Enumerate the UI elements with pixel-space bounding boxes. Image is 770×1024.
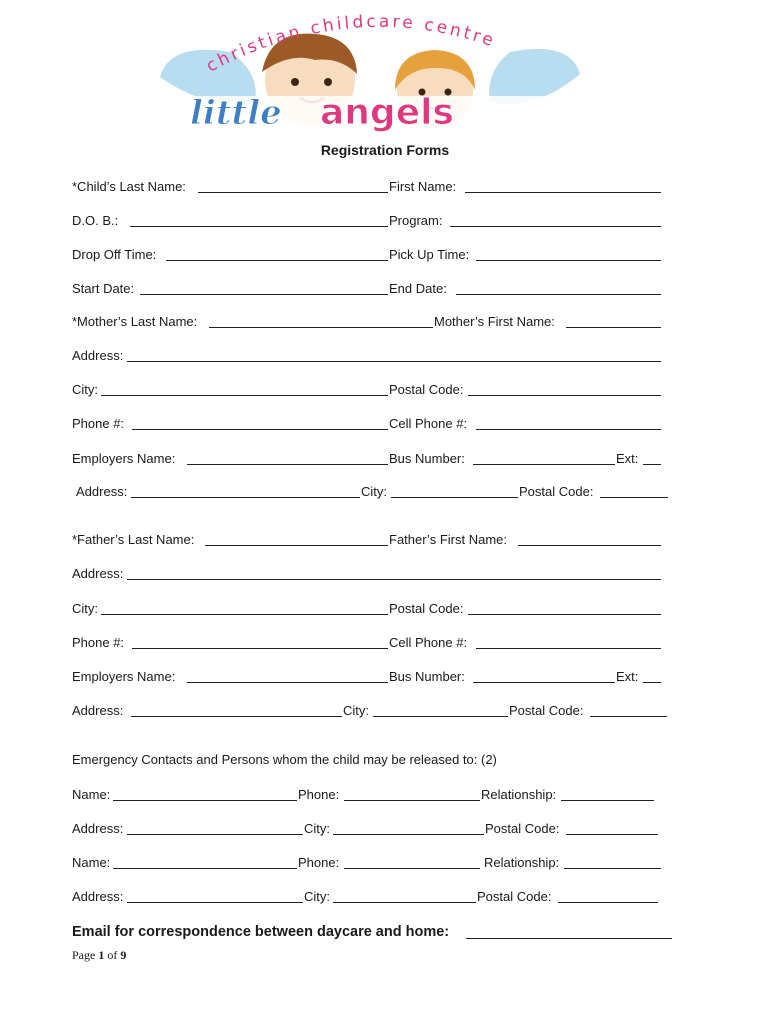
father-employer-address-row [0, 702, 770, 720]
mother-ext-label: Ext: [616, 451, 639, 466]
father-phone-field[interactable] [132, 648, 388, 649]
mother-employer-address-field[interactable] [131, 497, 360, 498]
father-address-row [0, 565, 770, 583]
father-phone-row [0, 634, 770, 652]
father-ext-field[interactable] [643, 682, 661, 683]
emergency-1-phone-label: Phone: [298, 787, 340, 802]
child-first-name-field[interactable] [465, 192, 661, 193]
start-date-label: Start Date: [72, 281, 135, 296]
mother-phone-row [0, 415, 770, 433]
father-cell-label: Cell Phone #: [389, 635, 468, 650]
emergency-2-name-row [0, 854, 770, 872]
page-word: Page [72, 948, 96, 962]
emergency-2-postal-field[interactable] [558, 902, 658, 903]
emergency-2-address-label: Address: [72, 889, 124, 904]
emergency-2-phone-field[interactable] [344, 868, 480, 869]
child-last-name-field[interactable] [198, 192, 388, 193]
logo-word-little: little [190, 93, 282, 132]
emergency-heading: Emergency Contacts and Persons whom the child may be released to: (2) [72, 752, 497, 767]
emergency-2-city-field[interactable] [333, 902, 476, 903]
mother-employer-label: Employers Name: [72, 451, 176, 466]
logo-arc-text: christian childcare centre [203, 12, 499, 77]
father-first-name-field[interactable] [518, 545, 661, 546]
child-name-row [0, 178, 770, 196]
right-wing [489, 49, 580, 104]
father-last-name-label: *Father’s Last Name: [72, 532, 195, 547]
end-date-label: End Date: [389, 281, 447, 296]
emergency-1-city-label: City: [304, 821, 330, 836]
child-first-name-label: First Name: [389, 179, 457, 194]
father-ext-label: Ext: [616, 669, 639, 684]
emergency-2-phone-label: Phone: [298, 855, 340, 870]
dob-field[interactable] [130, 226, 388, 227]
father-postal-label: Postal Code: [389, 601, 464, 616]
emergency-1-city-field[interactable] [333, 834, 484, 835]
of-word: of [107, 948, 118, 962]
father-employer-address-label: Address: [72, 703, 124, 718]
mother-last-name-field[interactable] [209, 327, 433, 328]
father-last-name-field[interactable] [205, 545, 388, 546]
drop-off-field[interactable] [166, 260, 388, 261]
mother-bus-field[interactable] [473, 464, 615, 465]
mother-cell-field[interactable] [476, 429, 661, 430]
father-city-row [0, 600, 770, 618]
father-employer-city-label: City: [343, 703, 369, 718]
emergency-1-phone-field[interactable] [344, 800, 480, 801]
mother-employer-row [0, 450, 770, 468]
page-total: 9 [120, 948, 127, 962]
emergency-2-name-field[interactable] [113, 868, 297, 869]
emergency-2-relationship-label: Relationship: [484, 855, 560, 870]
pick-up-field[interactable] [476, 260, 661, 261]
child-dates-row [0, 280, 770, 298]
little-angels-logo [150, 12, 590, 132]
emergency-1-address-row [0, 820, 770, 838]
mother-phone-field[interactable] [132, 429, 388, 430]
mother-address-field[interactable] [127, 361, 661, 362]
mother-employer-address-row [0, 483, 770, 501]
father-employer-row [0, 668, 770, 686]
father-cell-field[interactable] [476, 648, 661, 649]
dob-label: D.O. B.: [72, 213, 119, 228]
emergency-2-postal-label: Postal Code: [477, 889, 552, 904]
mother-employer-field[interactable] [187, 464, 388, 465]
program-label: Program: [389, 213, 443, 228]
emergency-heading-row [0, 751, 770, 769]
drop-off-label: Drop Off Time: [72, 247, 157, 262]
father-city-field[interactable] [101, 614, 388, 615]
child-last-name-label: *Child’s Last Name: [72, 179, 186, 194]
mother-address-label: Address: [72, 348, 124, 363]
mother-last-name-label: *Mother’s Last Name: [72, 314, 198, 329]
emergency-2-relationship-field[interactable] [564, 868, 661, 869]
mother-first-name-label: Mother’s First Name: [434, 314, 555, 329]
page-title: Registration Forms [320, 142, 450, 158]
mother-city-row [0, 381, 770, 399]
emergency-2-address-field[interactable] [127, 902, 303, 903]
program-field[interactable] [450, 226, 661, 227]
mother-first-name-field[interactable] [566, 327, 661, 328]
mother-city-field[interactable] [101, 395, 388, 396]
email-label: Email for correspondence between daycare and home: [72, 924, 450, 940]
mother-ext-field[interactable] [643, 464, 661, 465]
father-phone-label: Phone #: [72, 635, 125, 650]
mother-city-label: City: [72, 382, 98, 397]
father-first-name-label: Father’s First Name: [389, 532, 507, 547]
child-dob-row [0, 212, 770, 230]
emergency-1-address-field[interactable] [127, 834, 303, 835]
emergency-2-address-row [0, 888, 770, 906]
emergency-1-relationship-field[interactable] [561, 800, 654, 801]
emergency-1-name-field[interactable] [113, 800, 297, 801]
child-times-row [0, 246, 770, 264]
father-employer-city-field[interactable] [373, 716, 508, 717]
father-name-row [0, 531, 770, 549]
father-address-label: Address: [72, 566, 124, 581]
mother-address-row [0, 347, 770, 365]
start-date-field[interactable] [140, 294, 388, 295]
end-date-field[interactable] [456, 294, 661, 295]
father-employer-postal-field[interactable] [590, 716, 667, 717]
email-field[interactable] [466, 938, 672, 939]
emergency-1-name-row [0, 786, 770, 804]
emergency-1-name-label: Name: [72, 787, 111, 802]
father-city-label: City: [72, 601, 98, 616]
mother-employer-city-field[interactable] [391, 497, 518, 498]
page-footer [72, 948, 126, 963]
emergency-2-city-label: City: [304, 889, 330, 904]
logo-word-angels: angels [320, 92, 454, 132]
emergency-1-postal-field[interactable] [566, 834, 658, 835]
mother-bus-label: Bus Number: [389, 451, 465, 466]
father-bus-field[interactable] [473, 682, 615, 683]
mother-employer-city-label: City: [361, 484, 387, 499]
mother-employer-postal-label: Postal Code: [519, 484, 594, 499]
father-employer-field[interactable] [187, 682, 388, 683]
father-address-field[interactable] [127, 579, 661, 580]
father-employer-address-field[interactable] [131, 716, 342, 717]
emergency-1-postal-label: Postal Code: [485, 821, 560, 836]
emergency-2-name-label: Name: [72, 855, 111, 870]
mother-employer-postal-field[interactable] [600, 497, 668, 498]
page-number: 1 [98, 948, 105, 962]
mother-employer-address-label: Address: [76, 484, 128, 499]
father-employer-postal-label: Postal Code: [509, 703, 584, 718]
mother-postal-field[interactable] [468, 395, 661, 396]
email-row [0, 923, 770, 943]
mother-postal-label: Postal Code: [389, 382, 464, 397]
mother-phone-label: Phone #: [72, 416, 125, 431]
father-employer-label: Employers Name: [72, 669, 176, 684]
emergency-1-address-label: Address: [72, 821, 124, 836]
emergency-1-relationship-label: Relationship: [481, 787, 557, 802]
mother-name-row [0, 313, 770, 331]
father-bus-label: Bus Number: [389, 669, 465, 684]
pick-up-label: Pick Up Time: [389, 247, 470, 262]
father-postal-field[interactable] [468, 614, 661, 615]
mother-cell-label: Cell Phone #: [389, 416, 468, 431]
